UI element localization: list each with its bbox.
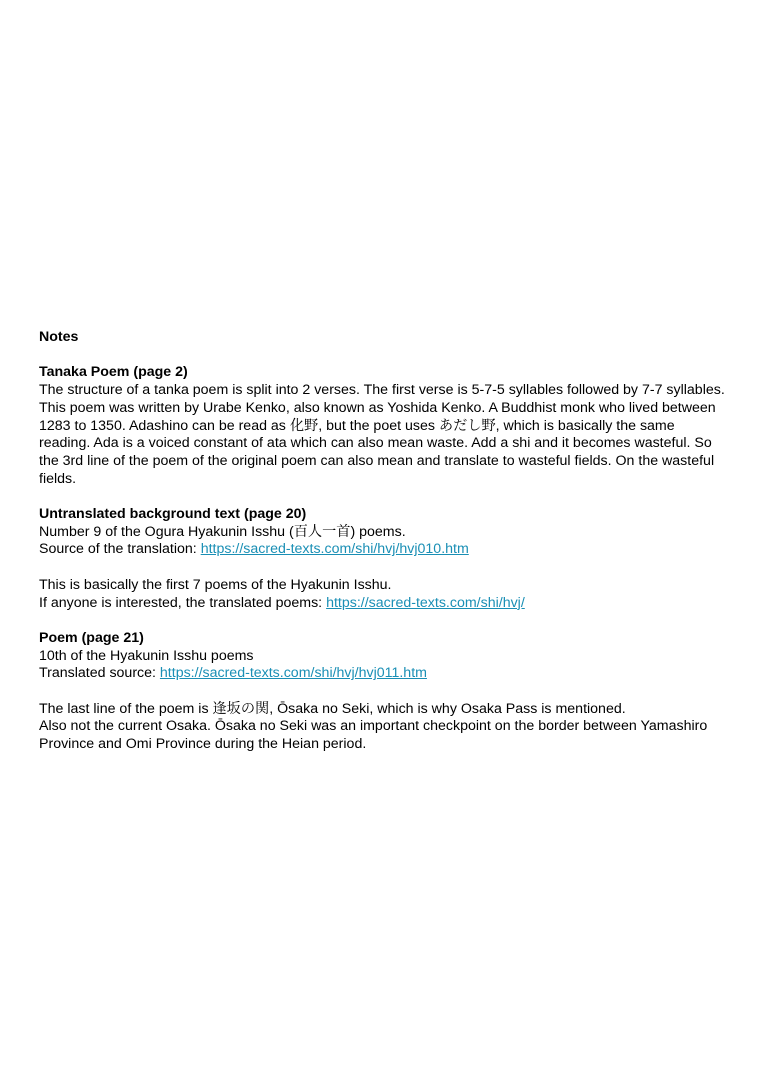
source-line (39, 541, 729, 559)
poem-reference-line: Number 9 of the Ogura Hyakunin Isshu (百人一首) poems. (39, 523, 406, 540)
section-body: The structure of a tanka poem is split into 2 verses. The first verse is 5-7-5 syllables followed by 7-7 syllables. This poem was written by Urabe Kenko, also known as Yoshida Kenko. A Buddhist monk who lived between 1283 to 1350. Adashino can be read as 化野, but the poet uses あだし野, which is basically the same reading. Ada is a voiced constant of ata which can also mean waste. Add a shi and it becomes wasteful. So the 3rd line of the poem of the original poem can also mean and translate to wasteful fields. On the wasteful fields. (39, 382, 725, 487)
section-untranslated-background (39, 506, 729, 612)
poem-reference-line: 10th of the Hyakunin Isshu poems (39, 647, 254, 664)
spacer (39, 683, 729, 701)
section-heading: Tanaka Poem (page 2) (39, 364, 188, 381)
interest-label: If anyone is interested, the translated poems: (39, 594, 327, 611)
summary-line: This is basically the first 7 poems of the Hyakunin Isshu. (39, 576, 392, 593)
notes-page (39, 329, 729, 754)
source-label: Translated source: (39, 665, 160, 682)
source-label: Source of the translation: (39, 541, 201, 558)
section-heading: Untranslated background text (page 20) (39, 506, 307, 522)
section-poem-page-21 (39, 630, 729, 754)
spacer (39, 612, 729, 630)
source-link[interactable]: https://sacred-texts.com/shi/hvj/hvj010.htm (200, 541, 469, 558)
spacer (39, 559, 729, 577)
spacer (39, 347, 729, 365)
explanation-line: Also not the current Osaka. Ōsaka no Seki was an important checkpoint on the border between Yamashiro Province and Omi Province during the Heian period. (39, 718, 708, 753)
section-tanaka-poem (39, 364, 729, 488)
spacer (39, 488, 729, 506)
interest-line (39, 595, 729, 613)
explanation-line: The last line of the poem is 逢坂の関, Ōsaka no Seki, which is why Osaka Pass is mentioned. (39, 700, 626, 717)
section-heading: Poem (page 21) (39, 629, 144, 646)
source-line (39, 665, 729, 683)
notes-title: Notes (39, 329, 79, 345)
translated-poems-link[interactable]: https://sacred-texts.com/shi/hvj/ (326, 594, 525, 611)
source-link[interactable]: https://sacred-texts.com/shi/hvj/hvj011.htm (159, 665, 427, 682)
